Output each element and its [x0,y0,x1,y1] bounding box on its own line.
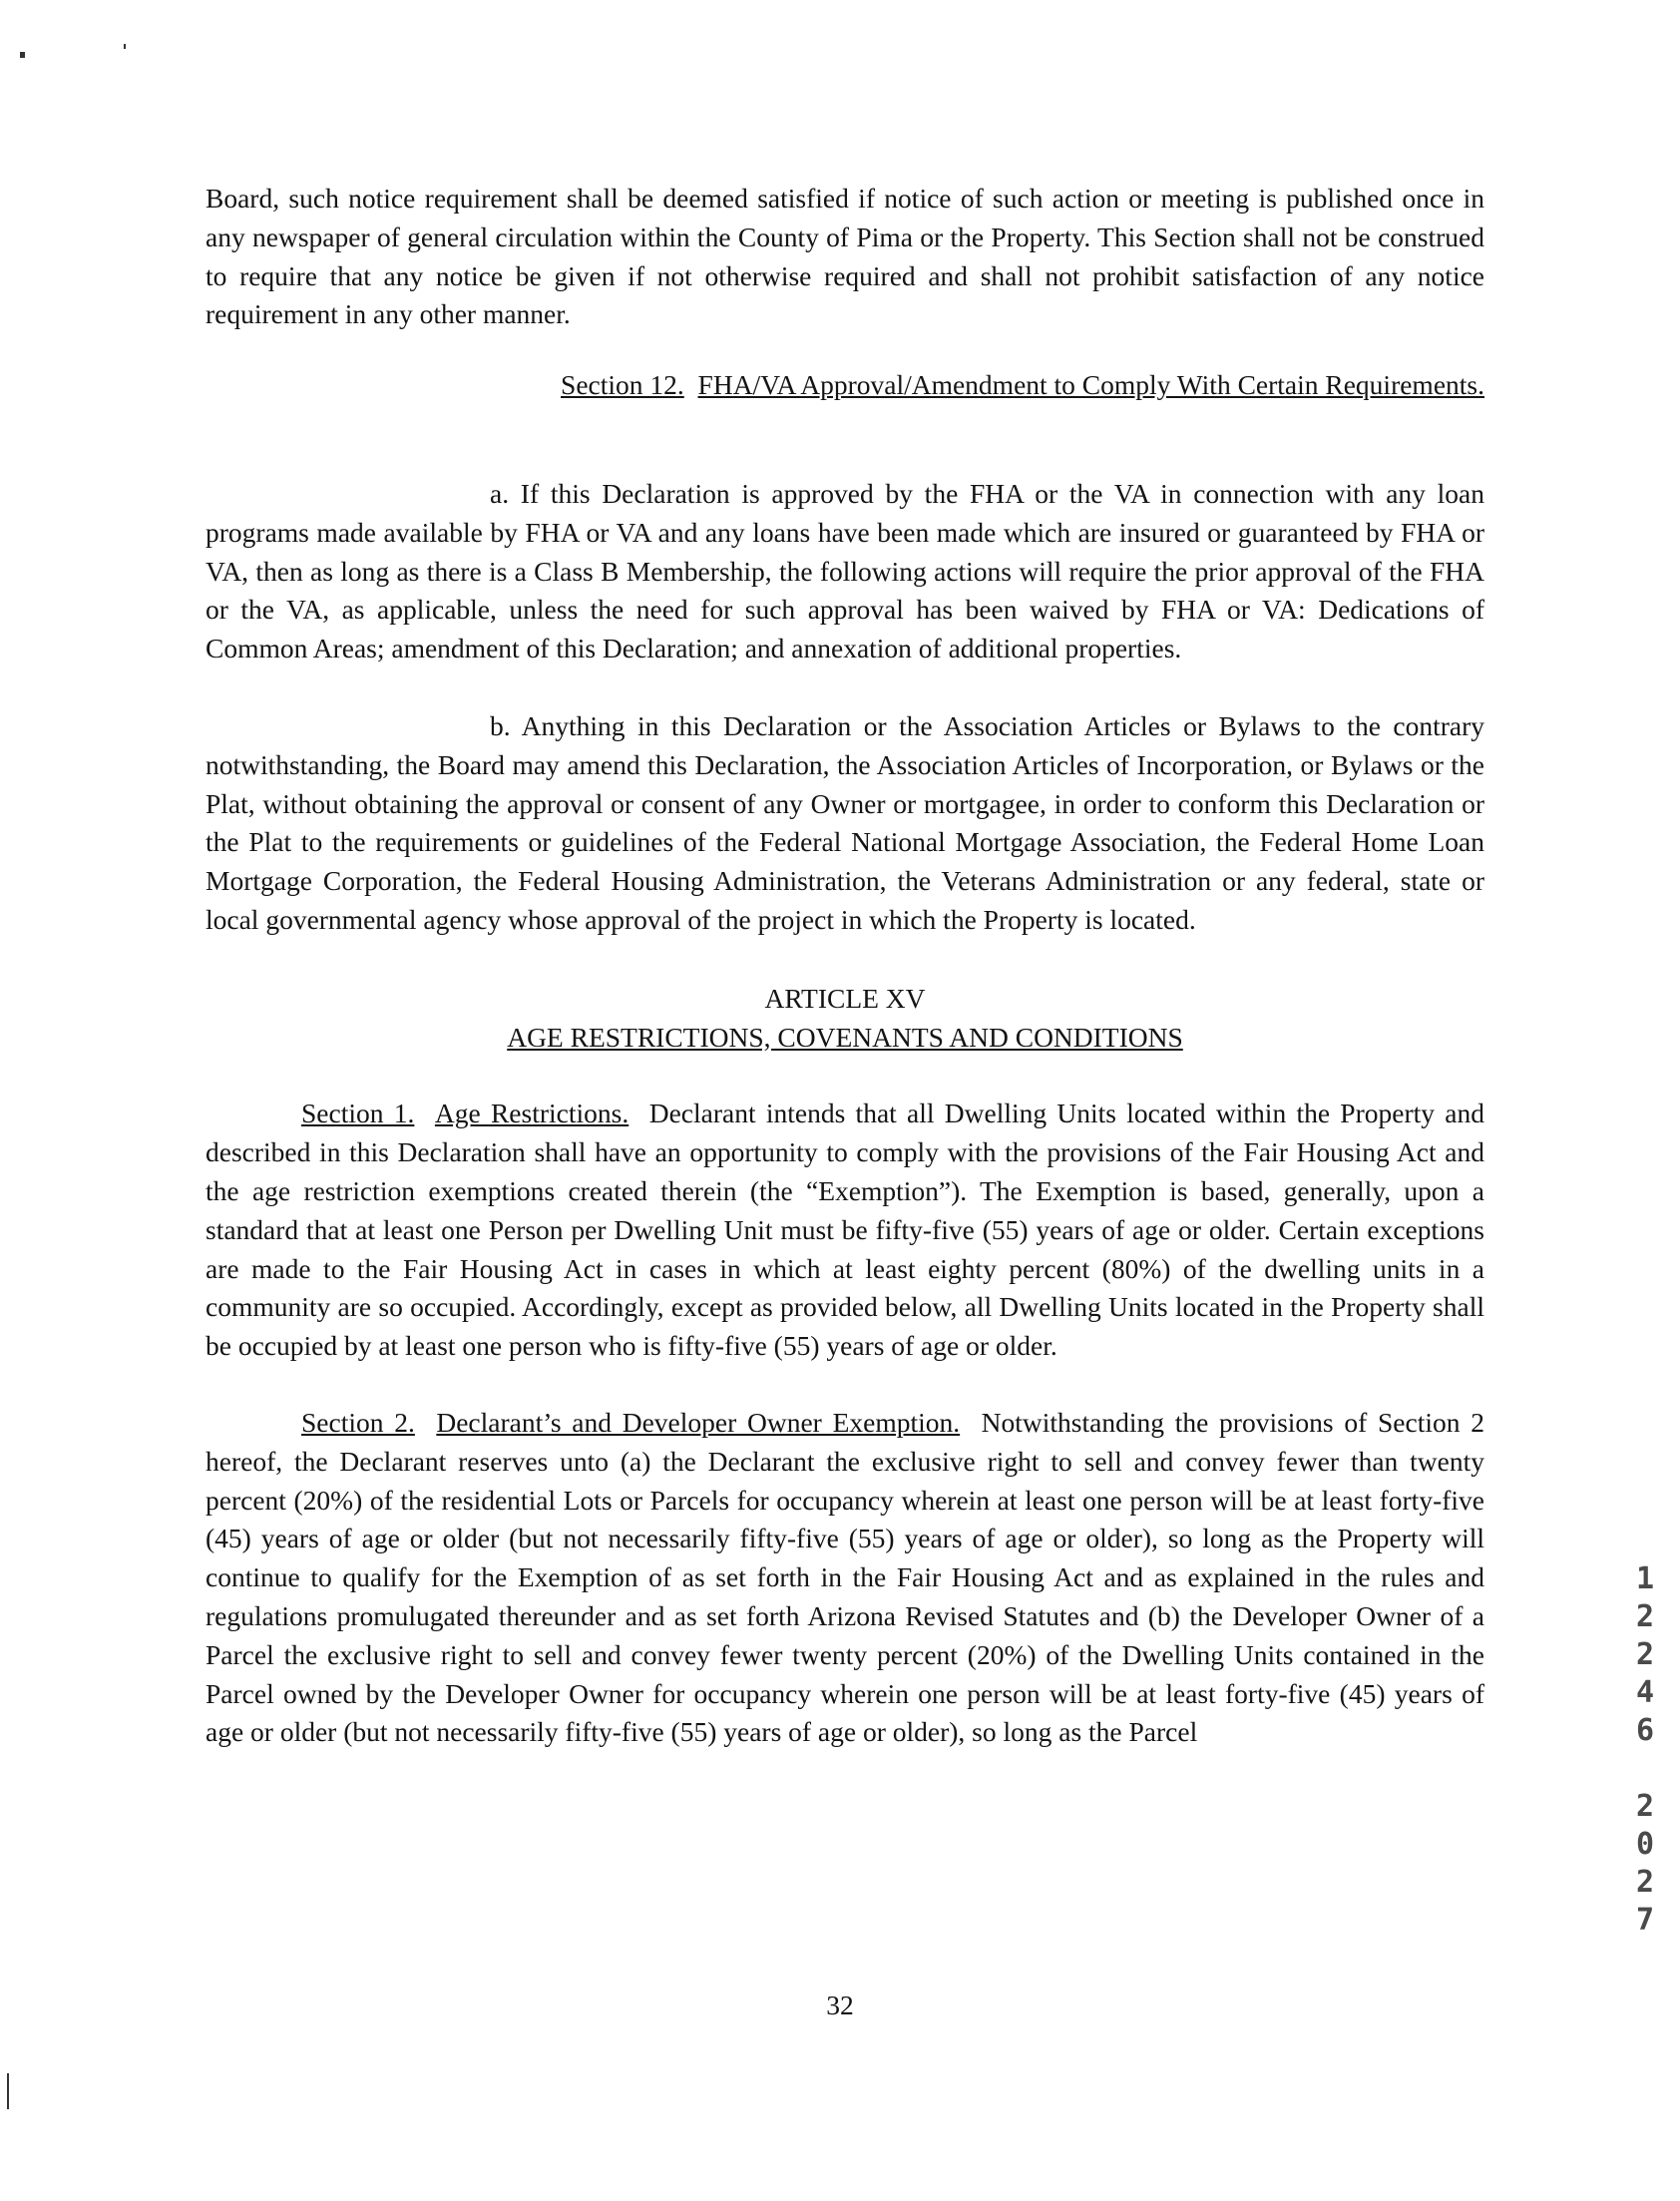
article-number: ARTICLE XV [764,982,926,1014]
section-1-label: Section 1. [301,1098,415,1129]
article-title: AGE RESTRICTIONS, COVENANTS AND CONDITIONS [507,1021,1183,1053]
stamp-digit: 2 [1635,1599,1655,1634]
margin-stamp-bottom [1630,1788,1660,1940]
section-2-title: Declarant’s and Developer Owner Exemption. [436,1406,961,1438]
stamp-digit: 0 [1635,1827,1655,1862]
section-1-title: Age Restrictions. [434,1098,630,1129]
section-2-label: Section 2. [301,1406,415,1438]
page-number: 32 [826,1989,854,2020]
paragraph-carryover: Board, such notice requirement shall be deemed satisfied if notice of such action or meeting is published once in any newspaper of general circulation within the County of Pima or the Property. This Section shall not be construed to require that any notice be given if not otherwise required and shall not prohibit satisfaction of any notice requirement in any other manner. [206,183,1484,330]
section-12-paragraph-a: a. If this Declaration is approved by the FHA or the VA in connection with any loan programs made available by FHA or VA and any loans have been made which are insured or guaranteed by FHA or VA, then as long as there is a Class B Membership, the following actions will require the prior approval of the FHA or the VA, as applicable, unless the need for such approval has been waived by FHA or VA: Dedications of Common Areas; amendment of this Declaration; and annexation of additional properties. [206,477,1484,664]
section-12-paragraph-b: b. Anything in this Declaration or the Association Articles or Bylaws to the contrary notwithstanding, the Board may amend this Declaration, the Association Articles of Incorporation, or Bylaws or the Plat, without obtaining the approval or consent of any Owner or mortgagee, in order to conform this Declaration or the Plat to the requirements or guidelines of the Federal National Mortgage Association, the Federal Home Loan Mortgage Corporation, the Federal Housing Administration, the Veterans Administration or any federal, state or local governmental agency whose approval of the project in which the Property is located. [206,709,1484,935]
section-1-paragraph [206,1095,1484,1366]
document-body [206,180,1484,1752]
stamp-digit: 4 [1635,1675,1655,1710]
section-12-title: FHA/VA Approval/Amendment to Comply With Certain Requirements. [697,369,1484,401]
section-12-label: Section 12. [561,369,684,401]
scan-speck [20,52,25,58]
stamp-digit: 1 [1635,1561,1655,1596]
margin-stamp-top [1630,1560,1660,1750]
section-2-body: Notwithstanding the provisions of Section 2 hereof, the Declarant reserves unto (a) the Declarant the exclusive right to sell and convey fewer than twenty percent (20%) of the residential Lots or Parcels for occupancy wherein at least one person will be at least forty-five (45) years of age or older (but not necessarily fifty-five (55) years of age or older), so long as the Property will continue to qualify for the Exemption of as set forth in the Fair Housing Act and as explained in the rules and regulations promulugated thereunder and as set forth Arizona Revised Statutes and (b) the Developer Owner of a Parcel the exclusive right to sell and convey fewer twenty percent (20%) of the Dwelling Units contained in the Parcel owned by the Developer Owner for occupancy wherein one person will be at least forty-five (45) years of age or older (but not necessarily fifty-five (55) years of age or older), so long as the Parcel [206,1406,1484,1748]
stamp-digit: 2 [1635,1637,1655,1672]
stamp-digit: 2 [1635,1865,1655,1900]
stamp-digit: 2 [1635,1789,1655,1824]
stamp-digit: 7 [1635,1903,1655,1938]
scan-speck [124,44,126,49]
scan-speck [7,2073,9,2109]
section-12-heading [206,366,1484,405]
section-1-body: Declarant intends that all Dwelling Units located within the Property and described in this Declaration shall have an opportunity to comply with the provisions of the Fair Housing Act and the age restriction exemptions created therein (the “Exemption”). The Exemption is based, generally, upon a standard that at least one Person per Dwelling Unit must be fifty-five (55) years of age or older. Certain exceptions are made to the Fair Housing Act in cases in which at least eighty percent (80%) of the dwelling units in a community are so occupied. Accordingly, except as provided below, all Dwelling Units located in the Property shall be occupied by at least one person who is fifty-five (55) years of age or older. [206,1098,1484,1362]
section-2-paragraph [206,1404,1484,1752]
stamp-digit: 6 [1635,1713,1655,1748]
